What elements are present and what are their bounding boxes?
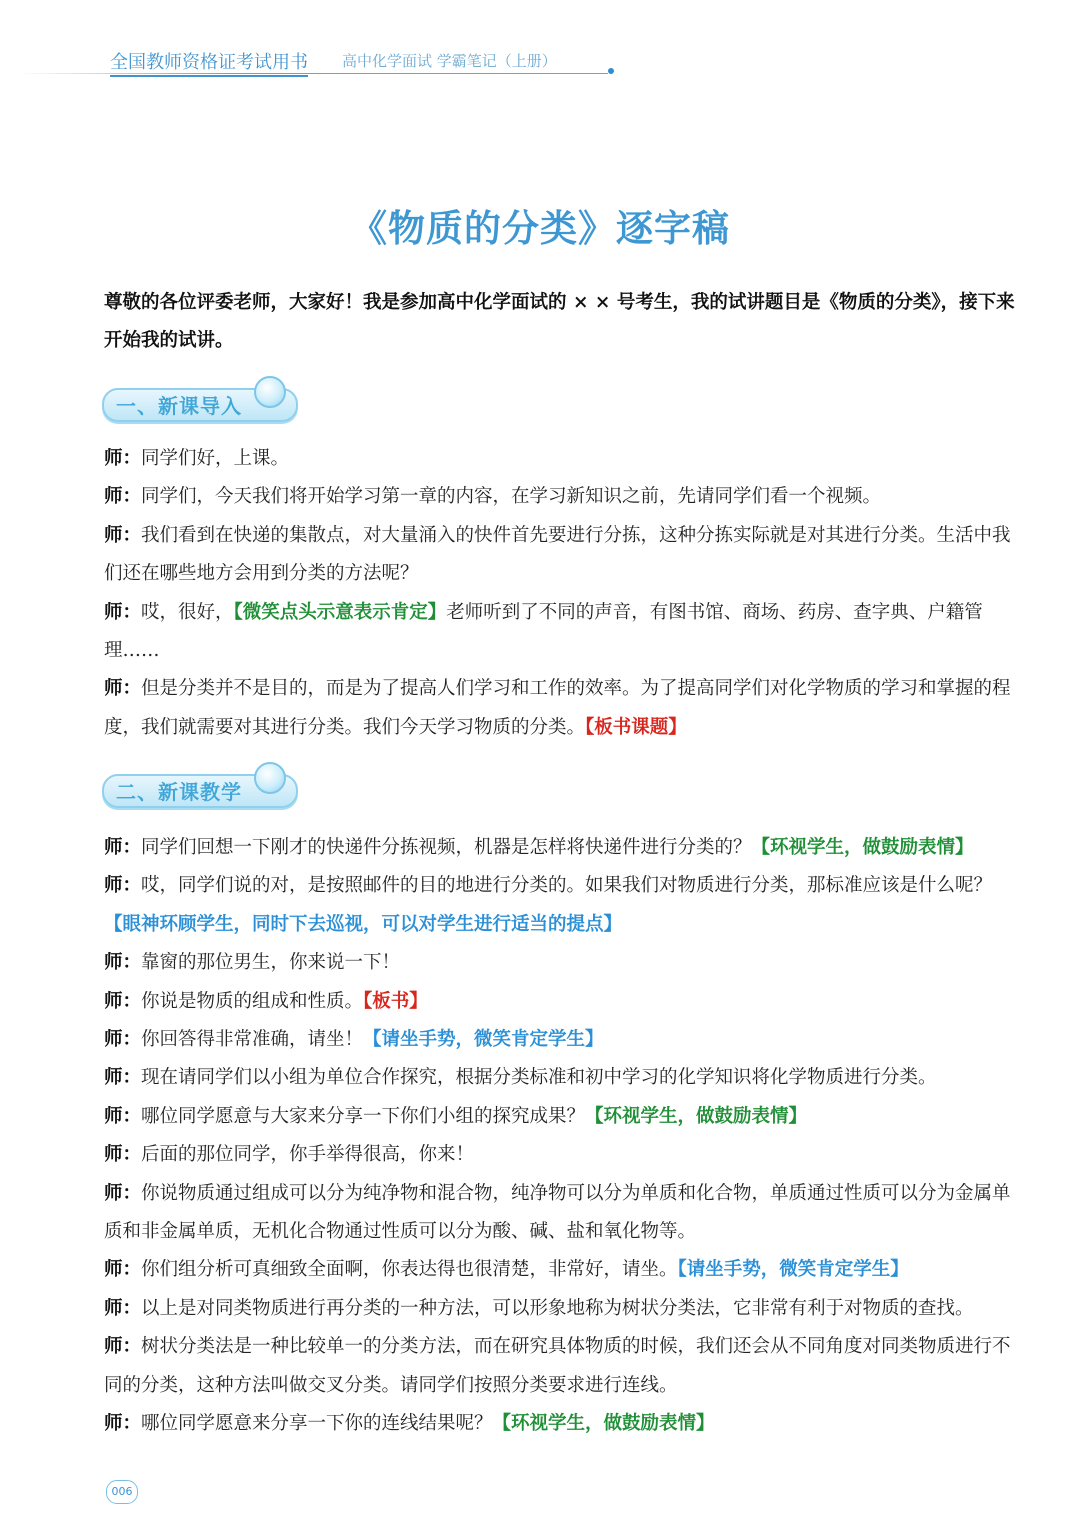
header-dot — [608, 68, 614, 74]
dialogue-paragraph — [104, 1098, 1020, 1136]
dialogue-paragraph — [104, 829, 1020, 867]
speaker-label: 师： — [104, 1144, 142, 1166]
speaker-label: 师： — [104, 1259, 142, 1281]
dialogue-text: 同学们，今天我们将开始学习第一章的内容，在学习新知识之前，先请同学们看一个视频。 — [141, 486, 882, 508]
stage-direction-note: 【板书】 — [363, 990, 428, 1012]
speaker-label: 师： — [104, 1182, 142, 1204]
dialogue-paragraph — [104, 1328, 1020, 1405]
dialogue-text: 你们组分析可真细致全面啊，你表达得也很清楚，非常好，请坐。 — [141, 1259, 678, 1281]
stage-direction-note: 【环视学生，做鼓励表情】 — [751, 837, 974, 858]
dialogue-paragraph — [104, 594, 1020, 671]
dialogue-text: 你说物质通过组成可以分为纯净物和混合物，纯净物可以分为单质和化合物，单质通过性质可以分为金属单质和非金属单质，无机化合物通过性质可以分为酸、碱、盐和氧化物等。 — [104, 1182, 1011, 1243]
speaker-label: 师： — [104, 875, 142, 897]
dialogue-paragraph — [104, 1136, 1020, 1174]
speaker-label: 师： — [104, 448, 142, 469]
stage-direction-note: 【板书课题】 — [585, 716, 687, 738]
speaker-label: 师： — [104, 678, 142, 700]
speaker-label: 师： — [104, 1067, 142, 1089]
section-label: 二、新课教学 — [116, 780, 242, 804]
header-book-title: 高中化学面试 学霸笔记（上册） — [342, 52, 557, 70]
dialogue-text-after: 老师听到了不同的声音，有图书馆、商场、药房、查字典、户籍管理…… — [104, 601, 983, 662]
dialogue-paragraph — [104, 1021, 1020, 1059]
stage-direction-note: 【眼神环顾学生，同时下去巡视，可以对学生进行适当的提点】 — [104, 913, 623, 935]
page-number: 006 — [106, 1480, 138, 1504]
section-badge-2 — [102, 768, 300, 810]
dialogue-text: 哎，同学们说的对，是按照邮件的目的地进行分类的。如果我们对物质进行分类，那标准应该是什么呢？ — [141, 875, 993, 897]
dialogue-paragraph — [104, 1290, 1020, 1328]
dialogue-paragraph — [104, 1175, 1020, 1252]
dialogue-paragraph — [104, 1059, 1020, 1097]
dialogue-text: 同学们回想一下刚才的快递件分拣视频，机器是怎样将快递件进行分类的？ — [141, 837, 752, 858]
dialogue-paragraph — [104, 983, 1020, 1021]
stage-direction-note: 【请坐手势，微笑肯定学生】 — [677, 1259, 909, 1281]
speaker-label: 师： — [104, 1105, 142, 1127]
dialogue-text: 同学们好，上课。 — [141, 448, 290, 469]
badge-bubble-icon — [254, 376, 286, 408]
dialogue-text: 但是分类并不是目的，而是为了提高人们学习和工作的效率。为了提高同学们对化学物质的学习和掌握的程度，我们就需要对其进行分类。我们今天学习物质的分类。 — [104, 678, 1011, 738]
dialogue-text: 树状分类法是一种比较单一的分类方法，而在研究具体物质的时候，我们还会从不同角度对同类物质进行不同的分类，这种方法叫做交叉分类。请同学们按照分类要求进行连线。 — [104, 1336, 1011, 1396]
running-header — [18, 40, 608, 80]
dialogue-paragraph — [104, 670, 1020, 747]
section-1-body — [104, 440, 1020, 747]
speaker-label: 师： — [104, 1336, 142, 1358]
dialogue-text: 现在请同学们以小组为单位合作探究，根据分类标准和初中学习的化学知识将化学物质进行分类。 — [141, 1067, 937, 1089]
dialogue-paragraph — [104, 440, 1020, 478]
dialogue-text: 哎，很好， — [141, 601, 234, 623]
dialogue-text: 后面的那位同学，你手举得很高，你来！ — [141, 1144, 475, 1166]
header-rule — [18, 73, 608, 74]
speaker-label: 师： — [104, 1297, 142, 1319]
dialogue-text: 靠窗的那位男生，你来说一下！ — [141, 952, 401, 974]
speaker-label: 师： — [104, 1029, 142, 1051]
dialogue-paragraph — [104, 867, 1020, 944]
section-2-body — [104, 829, 1020, 1444]
speaker-label: 师： — [104, 1413, 142, 1435]
speaker-label: 师： — [104, 524, 142, 546]
speaker-label: 师： — [104, 837, 142, 858]
dialogue-text: 你说是物质的组成和性质。 — [141, 990, 364, 1012]
dialogue-text: 你回答得非常准确，请坐！ — [141, 1029, 364, 1051]
section-badge-1 — [102, 382, 300, 424]
intro-paragraph: 尊敬的各位评委老师，大家好！我是参加高中化学面试的 × × 号考生，我的试讲题目是《物质的分类》，接下来开始我的试讲。 — [104, 292, 1015, 351]
speaker-label: 师： — [104, 990, 142, 1012]
dialogue-text: 哪位同学愿意与大家来分享一下你们小组的探究成果？ — [141, 1105, 586, 1127]
stage-direction-note: 【环视学生，做鼓励表情】 — [585, 1105, 808, 1127]
dialogue-paragraph — [104, 944, 1020, 982]
stage-direction-note: 【请坐手势，微笑肯定学生】 — [363, 1029, 604, 1051]
dialogue-text: 以上是对同类物质进行再分类的一种方法，可以形象地称为树状分类法，它非常有利于对物质的查找。 — [141, 1297, 974, 1319]
speaker-label: 师： — [104, 952, 142, 974]
stage-direction-note: 【微笑点头示意表示肯定】 — [233, 601, 447, 623]
dialogue-paragraph — [104, 478, 1020, 516]
speaker-label: 师： — [104, 486, 142, 508]
badge-bubble-icon — [254, 762, 286, 794]
dialogue-paragraph — [104, 1251, 1020, 1289]
dialogue-text: 我们看到在快递的集散点，对大量涌入的快件首先要进行分拣，这种分拣实际就是对其进行分类。生活中我们还在哪些地方会用到分类的方法呢？ — [104, 524, 1011, 585]
dialogue-text: 哪位同学愿意来分享一下你的连线结果呢？ — [141, 1413, 493, 1435]
dialogue-paragraph — [104, 1405, 1020, 1443]
dialogue-paragraph — [104, 517, 1020, 594]
header-book-series: 全国教师资格证考试用书 — [110, 48, 308, 77]
section-label: 一、新课导入 — [116, 394, 242, 418]
speaker-label: 师： — [104, 601, 142, 623]
stage-direction-note: 【环视学生，做鼓励表情】 — [492, 1413, 715, 1435]
page-title: 《物质的分类》逐字稿 — [350, 206, 730, 250]
